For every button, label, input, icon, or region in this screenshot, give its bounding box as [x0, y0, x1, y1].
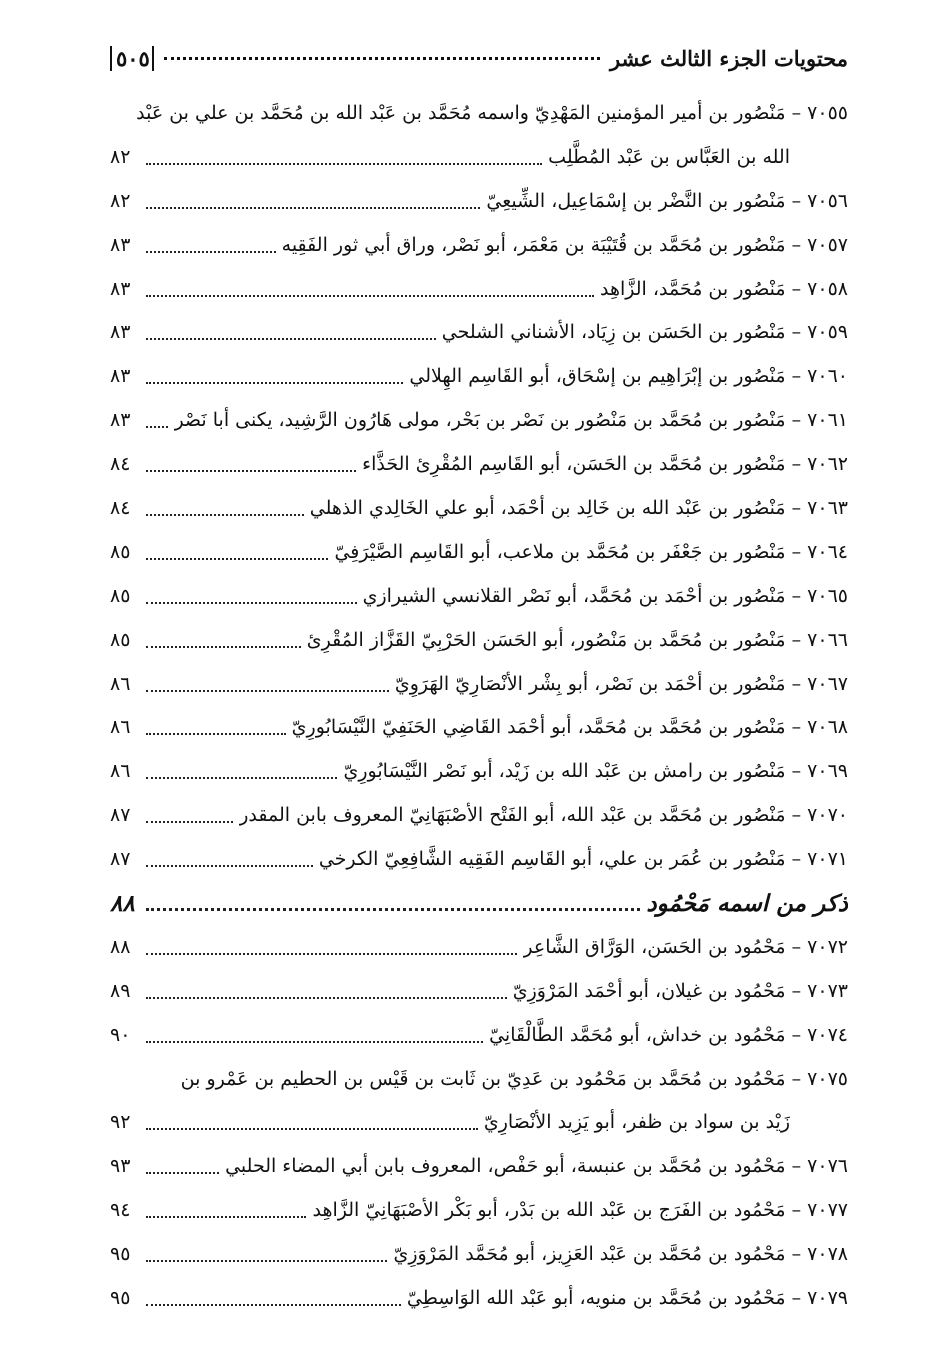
entry-text: ٧٠٧٧ – مَحْمُود بن الفَرَج بن عَبْد الله بن بَدْر، أبو بَكْر الأصْبَهَانِيّ الزَّاهِد — [312, 1199, 848, 1222]
toc-entry — [110, 750, 848, 794]
leader-dots — [146, 251, 276, 253]
section-title: ذكر من اسمه مَحْمُود — [646, 890, 848, 918]
leader-dots — [146, 338, 436, 340]
entry-text: الله بن العَبَّاس بن عَبْد المُطَّلِب — [548, 145, 790, 168]
entry-page-number: ٨٧ — [110, 848, 131, 871]
entry-page-number: ٨٢ — [110, 189, 131, 212]
toc-entry — [110, 92, 848, 136]
header-leader-dots — [164, 57, 600, 60]
leader-dots — [146, 1216, 306, 1218]
entry-text: ٧٠٦٨ – مَنْصُور بن مُحَمَّد بن مُحَمَّد، أبو أحْمَد القَاضِي الحَنَفِيّ النَّيْسَابُورِيّ — [291, 716, 848, 739]
header-page-number: ٥٠٥ — [116, 46, 154, 71]
leader-dots — [146, 953, 517, 955]
leader-dots — [146, 997, 507, 999]
entry-page-number: ٨٨ — [110, 935, 131, 958]
toc-entry — [110, 180, 848, 224]
leader-dots — [146, 602, 357, 604]
leader-dots — [146, 295, 594, 297]
toc-entry — [110, 1277, 848, 1321]
toc-entry — [110, 1189, 848, 1233]
entry-text: ٧٠٥٩ – مَنْصُور بن الحَسَن بن زِيَاد، الأشناني الشلحي — [441, 321, 848, 344]
toc-entry — [110, 355, 848, 399]
toc-entry — [110, 575, 848, 619]
toc-entry — [110, 1233, 848, 1277]
leader-dots — [146, 470, 356, 472]
entry-text: ٧٠٦٠ – مَنْصُور بن إبْرَاهِيم بن إسْحَاق، أبو القَاسِم الهِلالي — [409, 365, 848, 388]
toc-entry — [110, 1014, 848, 1058]
entry-text: ٧٠٦٤ – مَنْصُور بن جَعْفَر بن مُحَمَّد بن ملاعب، أبو القَاسِم الصَّيْرَفِيّ — [334, 540, 848, 563]
leader-dots — [146, 690, 389, 692]
entry-page-number: ٨٣ — [110, 321, 131, 344]
entry-text: ٧٠٦١ – مَنْصُور بن مُحَمَّد بن مَنْصُور بن نَصْر بن بَحْر، مولى هَارُون الرَّشِيد، يكنى أبا نَصْر — [174, 409, 848, 432]
entry-text: ٧٠٦٦ – مَنْصُور بن مُحَمَّد بن مَنْصُور، أبو الحَسَن الحَرْبِيّ القَزَّاز المُقْرِئ — [306, 628, 848, 651]
entry-text: ٧٠٧٦ – مَحْمُود بن مُحَمَّد بن عنبسة، أبو حَفْص، المعروف بابن أبي المضاء الحلبي — [225, 1155, 848, 1178]
entry-page-number: ٨٩ — [110, 979, 131, 1002]
leader-dots — [146, 426, 168, 428]
leader-dots — [146, 1041, 483, 1043]
entry-text: زَيْد بن سواد بن ظفر، أبو يَزِيد الأنْصَارِيّ — [483, 1111, 790, 1134]
entry-page-number: ٨٨ — [110, 890, 135, 918]
toc-entry — [110, 663, 848, 707]
leader-dots — [146, 733, 286, 735]
header-title: محتويات الجزء الثالث عشر — [609, 45, 848, 71]
entry-page-number: ٨٢ — [110, 145, 131, 168]
leader-dots — [146, 1172, 219, 1174]
toc-entry — [110, 706, 848, 750]
entry-page-number: ٨٣ — [110, 277, 131, 300]
entry-page-number: ٨٣ — [110, 233, 131, 256]
entry-text: ٧٠٧٨ – مَحْمُود بن مُحَمَّد بن عَبْد العَزِيز، أبو مُحَمَّد المَرْوَزِيّ — [393, 1243, 848, 1266]
entry-page-number: ٨٤ — [110, 453, 131, 476]
entry-page-number: ٨٥ — [110, 540, 131, 563]
entry-text: ٧٠٧٢ – مَحْمُود بن الحَسَن، الوَرَّاق الشَّاعِر — [523, 935, 848, 958]
entry-text: ٧٠٦٩ – مَنْصُور بن رامش بن عَبْد الله بن زَيْد، أبو نَصْر النَّيْسَابُورِيّ — [343, 760, 848, 783]
toc-entry — [110, 926, 848, 970]
entry-text: ٧٠٥٥ – مَنْصُور بن أمير المؤمنين المَهْدِيّ واسمه مُحَمَّد بن عَبْد الله بن مُحَمَّد بن علي بن عَبْد — [136, 102, 848, 124]
entry-page-number: ٩٠ — [110, 1023, 131, 1046]
leader-dots — [146, 163, 542, 165]
leader-dots — [146, 382, 403, 384]
leader-dots — [146, 821, 233, 823]
leader-dots — [146, 558, 328, 560]
entry-text: ٧٠٥٧ – مَنْصُور بن مُحَمَّد بن قُتَيْبَة بن مَعْمَر، أبو نَصْر، وراق أبي ثور الفَقِيه — [281, 233, 848, 256]
entry-text: ٧٠٦٢ – مَنْصُور بن مُحَمَّد بن الحَسَن، أبو القَاسِم المُقْرِئ الحَذَّاء — [362, 453, 848, 476]
entry-page-number: ٨٦ — [110, 760, 131, 783]
entry-page-number: ٨٥ — [110, 628, 131, 651]
toc-entry — [110, 838, 848, 882]
toc-entry — [110, 619, 848, 663]
toc-entry — [110, 794, 848, 838]
leader-dots — [146, 207, 480, 209]
toc-entry — [110, 1145, 848, 1189]
entry-page-number: ٨٣ — [110, 365, 131, 388]
toc-entry — [110, 311, 848, 355]
toc-entry — [110, 531, 848, 575]
entry-page-number: ٩٢ — [110, 1111, 131, 1134]
leader-dots — [146, 646, 301, 648]
section-heading — [110, 882, 848, 926]
toc-entries — [110, 92, 848, 1321]
header-page-number-box — [110, 46, 154, 71]
leader-dots — [146, 865, 313, 867]
entry-page-number: ٨٧ — [110, 804, 131, 827]
entry-page-number: ٩٣ — [110, 1155, 131, 1178]
toc-entry — [110, 399, 848, 443]
entry-page-number: ٨٦ — [110, 672, 131, 695]
toc-entry — [110, 1101, 848, 1145]
entry-text: ٧٠٧٠ – مَنْصُور بن مُحَمَّد بن عَبْد الله، أبو الفَتْح الأصْبَهَانِيّ المعروف بابن المقدر — [239, 804, 848, 827]
entry-page-number: ٨٦ — [110, 716, 131, 739]
entry-page-number: ٨٣ — [110, 409, 131, 432]
entry-page-number: ٩٤ — [110, 1199, 131, 1222]
leader-dots — [146, 1128, 478, 1130]
toc-entry — [110, 487, 848, 531]
leader-dots — [146, 777, 337, 779]
toc-entry — [110, 1058, 848, 1102]
entry-text: ٧٠٧٤ – مَحْمُود بن خداش، أبو مُحَمَّد الطَّالْقَانِيّ — [489, 1023, 848, 1046]
toc-entry — [110, 970, 848, 1014]
entry-text: ٧٠٧٩ – مَحْمُود بن مُحَمَّد بن منويه، أبو عَبْد الله الوَاسِطِيّ — [406, 1287, 848, 1310]
entry-text: ٧٠٦٧ – مَنْصُور بن أحْمَد بن نَصْر، أبو بِشْر الأنْصَارِيّ الهَرَوِيّ — [394, 672, 848, 695]
entry-text: ٧٠٧١ – مَنْصُور بن عُمَر بن علي، أبو القَاسِم الفَقِيه الشَّافِعِيّ الكرخي — [318, 848, 848, 871]
toc-entry — [110, 443, 848, 487]
entry-text: ٧٠٧٥ – مَحْمُود بن مُحَمَّد بن مَحْمُود بن عَدِيّ بن ثَابت بن قَيْس بن الحطيم بن عَمْرو بن — [180, 1067, 848, 1090]
toc-entry — [110, 268, 848, 312]
entry-text: ٧٠٦٥ – مَنْصُور بن أحْمَد بن مُحَمَّد، أبو نَصْر القلانسي الشيرازي — [362, 584, 848, 607]
leader-dots — [146, 1304, 401, 1306]
leader-dots — [146, 1260, 387, 1262]
leader-dots — [146, 908, 640, 911]
toc-entry — [110, 136, 848, 180]
entry-text: ٧٠٥٦ – مَنْصُور بن النَّضْر بن إسْمَاعِيل، الشِّيعِيّ — [486, 189, 848, 212]
entry-page-number: ٨٥ — [110, 584, 131, 607]
entry-text: ٧٠٥٨ – مَنْصُور بن مُحَمَّد، الزَّاهِد — [599, 277, 848, 300]
leader-dots — [146, 514, 304, 516]
entry-page-number: ٩٥ — [110, 1287, 131, 1310]
toc-entry — [110, 224, 848, 268]
page-header — [110, 38, 848, 78]
entry-text: ٧٠٦٣ – مَنْصُور بن عَبْد الله بن خَالِد بن أحْمَد، أبو علي الخَالِدي الذهلي — [309, 497, 848, 520]
entry-text: ٧٠٧٣ – مَحْمُود بن غيلان، أبو أحْمَد المَرْوَزِيّ — [512, 979, 848, 1002]
entry-page-number: ٨٤ — [110, 497, 131, 520]
entry-page-number: ٩٥ — [110, 1243, 131, 1266]
